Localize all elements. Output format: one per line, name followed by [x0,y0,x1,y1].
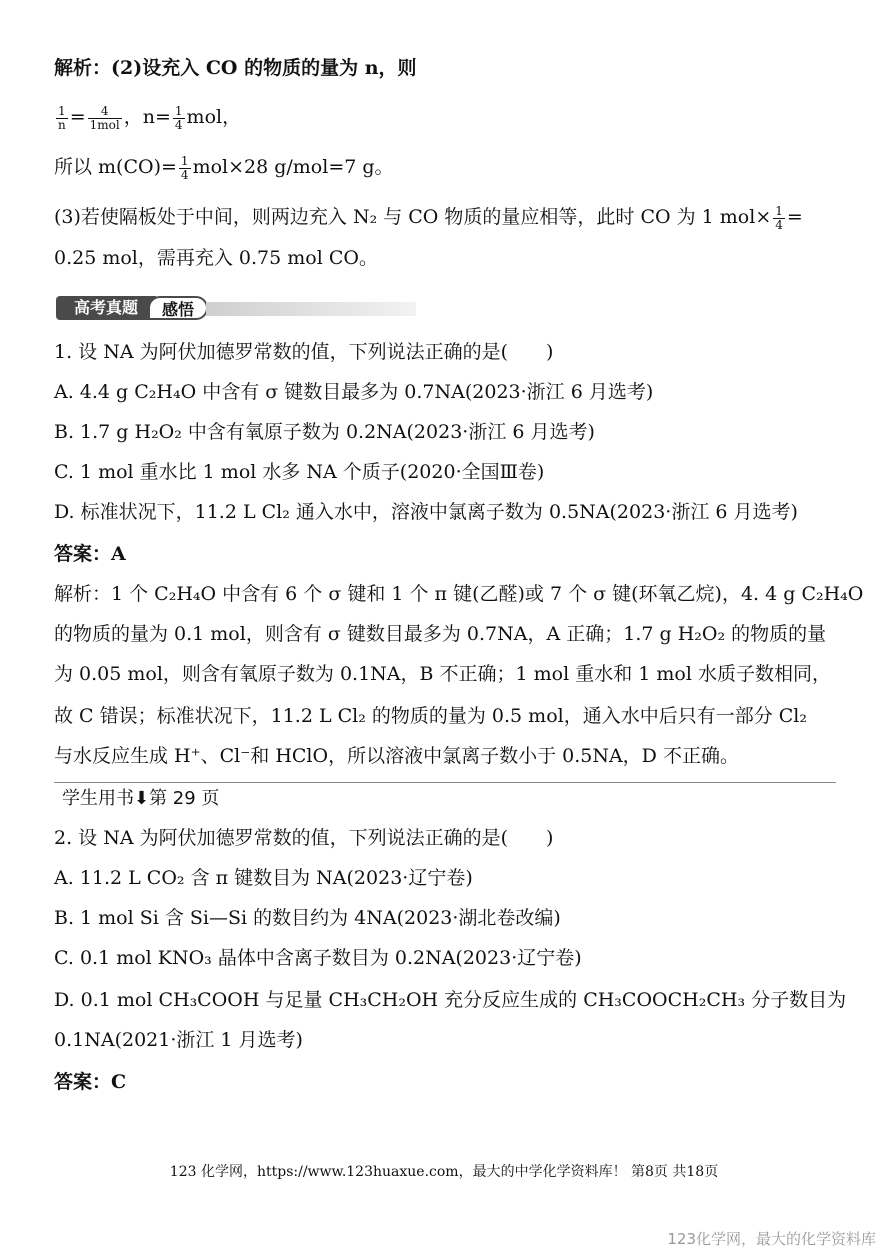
analysis-line-2: $\frac{1}{n}$ = $\frac{4}{\text{1mol}}$ ，n= $\frac{1}{4}$ mol， [58,103,242,132]
q1-analysis-line: 解析：1 个 C₂H₄O 中含有 6 个 σ 键和 1 个 π 键(乙醛)或 7 个 σ 键(环氧乙烷)，4. 4 g C₂H₄O [54,583,864,605]
analysis-text: 解析：(2)设充入 CO 的物质的量为 n，则 [54,57,417,79]
q1-stem: 1. 设 NA 为阿伏加德罗常数的值，下列说法正确的是( ) [54,341,554,363]
q2-option-d-cont: 0.1NA(2021·浙江 1 月选考) [54,1029,303,1051]
fraction: $\frac{4}{\text{1mol}}$ [89,103,120,132]
q1-analysis-line: 与水反应生成 H⁺、Cl⁻和 HClO，所以溶液中氯离子数小于 0.5NA，D 不正确。 [54,745,739,767]
banner-bar [206,302,416,316]
q1-option-a: A. 4.4 g C₂H₄O 中含有 σ 键数目最多为 0.7NA(2023·浙江 6 月选考) [54,381,654,403]
fraction: $\frac{1}{4}$ [180,153,189,182]
analysis-line-1 [54,54,848,82]
q2-stem: 2. 设 NA 为阿伏加德罗常数的值，下列说法正确的是( ) [54,827,554,849]
q1-answer: 答案：A [54,543,126,565]
q2-option-d: D. 0.1 mol CH₃COOH 与足量 CH₃CH₂OH 充分反应生成的 CH₃COOCH₂CH₃ 分子数目为 [54,989,847,1011]
q2-option-b: B. 1 mol Si 含 Si—Si 的数目约为 4NA(2023·湖北卷改编) [54,907,561,929]
fraction: $\frac{1}{4}$ [174,103,183,132]
q1-option-b: B. 1.7 g H₂O₂ 中含有氧原子数为 0.2NA(2023·浙江 6 月选考) [54,421,595,443]
q2-option-a: A. 11.2 L CO₂ 含 π 键数目为 NA(2023·辽宁卷) [54,867,473,889]
page-footer: 123 化学网，https://www.123huaxue.com，最大的中学化学资料库！ 第8页 共18页 [169,1164,719,1180]
q2-answer: 答案：C [54,1071,127,1093]
fraction: $\frac{1}{4}$ [775,203,783,232]
q1-analysis-line: 为 0.05 mol，则含有氧原子数为 0.1NA，B 不正确；1 mol 重水和 1 mol 水质子数相同， [54,663,831,685]
q1-analysis-line: 的物质的量为 0.1 mol，则含有 σ 键数目最多为 0.7NA，A 正确；1.7 g H₂O₂ 的物质的量 [54,623,827,645]
banner-right: 感悟 [148,296,208,320]
divider [54,782,836,783]
q1-option-c: C. 1 mol 重水比 1 mol 水多 NA 个质子(2020·全国Ⅲ卷) [54,461,545,483]
watermark: 123化学网，最大的化学资料库 [667,1230,876,1248]
section-banner [56,296,416,320]
q1-analysis-line: 故 C 错误；标准状况下，11.2 L Cl₂ 的物质的量为 0.5 mol，通入水中后只有一部分 Cl₂ [54,705,807,727]
student-book-page-label: 学生用书⬇第 29 页 [62,788,220,809]
banner-left: 高考真题 [56,296,156,320]
q2-option-c: C. 0.1 mol KNO₃ 晶体中含离子数目为 0.2NA(2023·辽宁卷) [54,947,582,969]
analysis-line-5: 0.25 mol，需再充入 0.75 mol CO。 [54,247,378,269]
analysis-line-4: (3)若使隔板处于中间，则两边充入 N₂ 与 CO 物质的量应相等，此时 CO 为 1 mol× $\frac{1}{4}$ = [54,203,803,232]
analysis-line-3: 所以 m(CO)= $\frac{1}{4}$ mol×28 g/mol=7 g。 [54,153,394,182]
fraction: $\frac{1}{n}$ [58,103,66,132]
q1-option-d: D. 标准状况下，11.2 L Cl₂ 通入水中，溶液中氯离子数为 0.5NA(2023·浙江 6 月选考) [54,501,798,523]
